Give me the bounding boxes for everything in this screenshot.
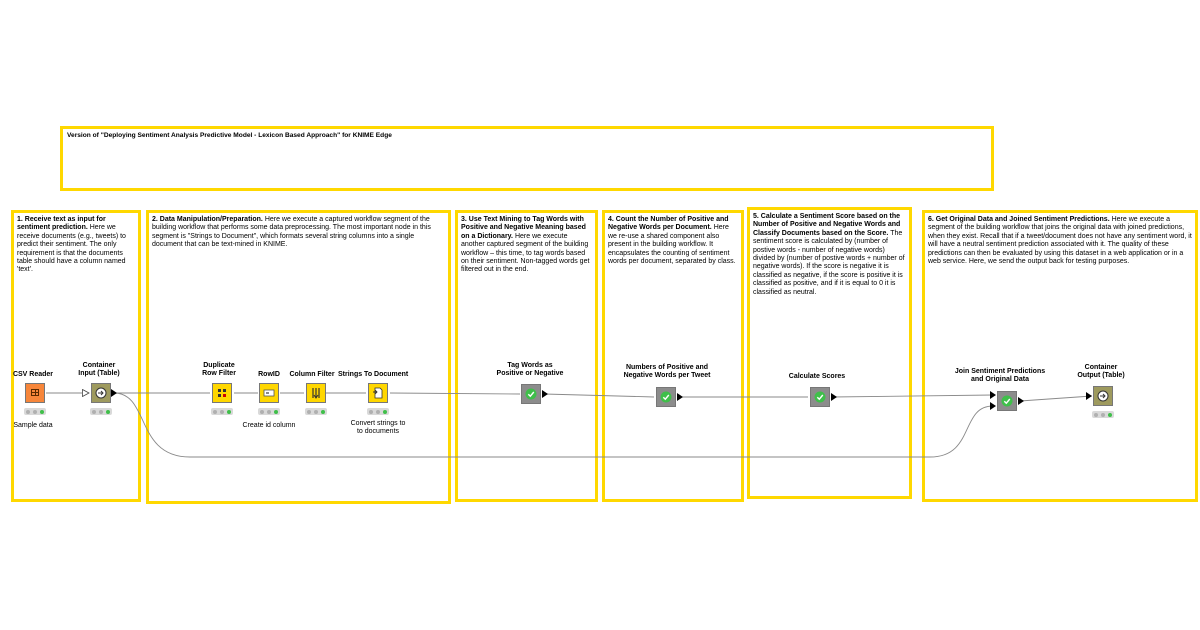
checkmark-icon [522,385,540,403]
rowid-icon [260,384,278,402]
node-label-numbers-words: Numbers of Positive and Negative Words per Tweet [623,364,711,379]
annotation-body: Here we receive documents (e.g., tweets) to predict their sentiment. The only requirement is that the documents table should have a column named 'text'. [17,224,126,274]
rowid-node[interactable] [259,383,279,403]
node-label-container-input: Container Input (Table) [78,362,120,377]
node-status-strings-to-document [367,408,389,415]
strings-to-document-node[interactable] [368,383,388,403]
annotation-heading: 6. Get Original Data and Joined Sentiment Predictions. [928,216,1110,223]
node-label-column-filter: Column Filter [289,371,335,378]
checkmark-icon [811,388,829,406]
container-output-node[interactable] [1093,386,1113,406]
annotation-body: Here we execute a captured workflow segment of the building workflow that performs some data preprocessing. The most important node in this segment is "Strings to Document", which formats several string columns into a single document that can be text-mined in KNIME. [152,216,431,249]
output-port-icon [831,393,837,401]
checkmark-icon [998,392,1016,410]
table-icon [26,384,44,402]
annotation-heading: 4. Count the Number of Positive and Negative Words per Document. [608,216,729,232]
annotation-heading: 3. Use Text Mining to Tag Words with Positive and Negative Meaning based on a Dictionary. [461,216,586,240]
input-port-icon [1086,392,1092,400]
node-status-rowid [258,408,280,415]
output-port-icon [542,390,548,398]
wire-tag-to-numbers [544,394,654,397]
annotation-heading: 5. Calculate a Sentiment Score based on the Number of Positive and Negative Words and Classify Documents based on the Score. [753,213,901,237]
duplicate-row-filter-node[interactable] [212,383,232,403]
node-label-join-predictions: Join Sentiment Predictions and Original Data [954,368,1046,383]
column-filter-icon [307,384,325,402]
node-label-calculate-scores: Calculate Scores [788,373,846,380]
annotation-heading: 1. Receive text as input for sentiment prediction. [17,216,106,232]
node-status-container-output [1092,411,1114,418]
duplicate-filter-icon [213,384,231,402]
container-input-node[interactable] [91,383,111,403]
node-status-duplicate-row-filter [211,408,233,415]
input-port-icon [82,389,90,397]
node-comment-csv-reader: Sample data [13,422,53,429]
node-label-strings-to-document: Strings To Document [338,371,409,378]
node-status-column-filter [305,408,327,415]
output-port-icon [677,393,683,401]
checkmark-icon [657,388,675,406]
input-port-icon [990,391,996,399]
output-port-icon [111,389,117,397]
node-comment-rowid: Create id column [242,422,296,429]
calculate-scores-component-node[interactable] [810,387,830,407]
annotation-body: The sentiment score is calculated by (number of postive words - number of negative words) divided by (number of postive words + number of negative words). If the score is negative it is classified as negative, if the score is positive it is classified as positive, and if it is equal to 0 it is classified as neutral. [753,229,905,296]
node-status-csv-reader [24,408,46,415]
csv-reader-node[interactable] [25,383,45,403]
node-label-tag-words: Tag Words as Positive or Negative [496,362,564,377]
workflow-title: Version of "Deploying Sentiment Analysis Predictive Model - Lexicon Based Approach" for KNIME Edge [67,132,392,139]
document-icon [369,384,387,402]
annotation-body: Here we execute a segment of the building workflow that joins the original data with joined predictions, when they exist. Recall that if a tweet/document does not have any sentiment word, it will have a neutral sentiment prediction associated with it. The quality of these predictions can then be evaluated by using this dataset in a web application or in a web service. Here, we send the output back for testing purposes. [928,216,1192,266]
output-port-icon [1018,397,1024,405]
node-label-container-output: Container Output (Table) [1077,364,1125,379]
node-status-container-input [90,408,112,415]
annotation-heading: 2. Data Manipulation/Preparation. [152,216,263,223]
join-predictions-component-node[interactable] [997,391,1017,411]
annotation-body: Here we re-use a shared component also present in the building workflow. It encapsulates the counting of sentiment words per document, separated by class. [608,224,736,266]
numbers-words-component-node[interactable] [656,387,676,407]
node-label-duplicate-row-filter: Duplicate Row Filter [202,362,236,377]
input-port-icon [990,402,996,410]
container-input-icon [92,384,110,402]
tag-words-component-node[interactable] [521,384,541,404]
wire-scores-to-join [832,395,993,397]
annotation-body: Here we execute another captured segment of the building workflow – this time, to tag words based on their sentiment. Non-tagged words get filtered out in the end. [461,232,590,274]
node-label-csv-reader: CSV Reader [12,371,54,378]
wire-strings-to-tag [390,393,520,394]
node-label-rowid: RowID [258,371,280,378]
column-filter-node[interactable] [306,383,326,403]
wire-join-to-output [1020,396,1092,401]
node-comment-strings-to-document: Convert strings to to documents [350,420,406,435]
container-output-icon [1094,387,1112,405]
